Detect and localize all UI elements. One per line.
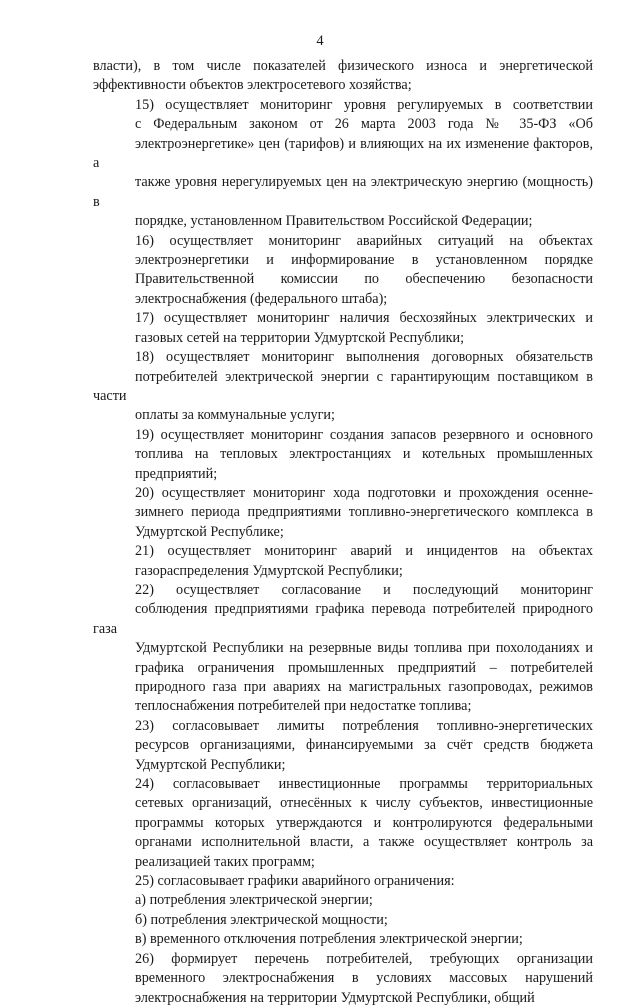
paragraph-p23 <box>93 717 593 775</box>
text-line: программы которых утверждаются и контролируются федеральными <box>135 814 593 831</box>
paragraph-p18 <box>93 348 593 426</box>
paragraph-p25c <box>93 930 593 949</box>
text-line: Удмуртской Республике; <box>135 523 284 540</box>
paragraph-p19 <box>93 426 593 484</box>
text-line: Удмуртской Республики на резервные виды топлива при похолоданиях и <box>135 640 593 657</box>
text-line: 26) формирует перечень потребителей, требующих организации <box>135 950 593 967</box>
paragraph-p26 <box>93 950 593 1008</box>
text-line: также уровня нерегулируемых цен на электрическую энергию (мощность) в <box>93 174 593 210</box>
text-line: Правительственной комиссии по обеспечению безопасности <box>135 271 593 288</box>
page-number: 4 <box>316 33 324 49</box>
text-line: электроснабжения на территории Удмуртской Республики, общий <box>135 989 535 1006</box>
text-line: 18) осуществляет мониторинг выполнения договорных обязательств <box>135 349 593 366</box>
text-line: потребителей электрической энергии с гарантирующим поставщиком в части <box>93 368 593 404</box>
text-line: 23) согласовывает лимиты потребления топливно-энергетических <box>135 717 593 734</box>
paragraph-p25b <box>93 911 593 930</box>
text-line: власти), в том числе показателей физического износа и энергетической <box>93 58 593 74</box>
text-line: оплаты за коммунальные услуги; <box>135 407 335 424</box>
paragraph-p25a <box>93 891 593 910</box>
text-line: 17) осуществляет мониторинг наличия бесхозяйных электрических и <box>135 310 593 327</box>
text-line: 20) осуществляет мониторинг хода подготовки и прохождения осенне- <box>135 484 593 501</box>
paragraph-p-cont <box>93 57 593 96</box>
text-line: органами исполнительной власти, а также осуществляет контроль за <box>135 834 593 851</box>
text-line: а) потребления электрической энергии; <box>135 892 373 909</box>
paragraph-p25 <box>93 872 593 891</box>
document-body <box>93 57 593 1008</box>
paragraph-p21 <box>93 542 593 581</box>
text-line: ресурсов организациями, финансируемыми за счёт средств бюджета <box>135 737 593 754</box>
text-line: газораспределения Удмуртской Республики; <box>135 562 403 579</box>
text-line: соблюдения предприятиями графика перевода потребителей природного газа <box>93 601 593 637</box>
text-line: 21) осуществляет мониторинг аварий и инцидентов на объектах <box>135 543 593 560</box>
text-line: реализацией таких программ; <box>135 853 315 870</box>
text-line: зимнего периода предприятиями топливно-энергетического комплекса в <box>135 504 593 521</box>
paragraph-p24 <box>93 775 593 872</box>
text-line: с Федеральным законом от 26 марта 2003 года № 35-ФЗ «Об <box>135 116 593 133</box>
paragraph-p20 <box>93 484 593 542</box>
paragraph-p16 <box>93 232 593 310</box>
text-line: сетевых организаций, отнесённых к числу субъектов, инвестиционные <box>135 795 593 812</box>
text-line: природного газа при авариях на магистральных газопроводах, режимов <box>135 679 593 695</box>
text-line: теплоснабжения потребителей при недостатке топлива; <box>135 698 472 715</box>
text-line: 25) согласовывает графики аварийного ограничения: <box>135 873 455 890</box>
text-line: эффективности объектов электросетевого хозяйства; <box>93 77 412 94</box>
text-line: газовых сетей на территории Удмуртской Республики; <box>135 329 465 346</box>
text-line: временного электроснабжения в условиях массовых нарушений <box>135 970 593 987</box>
text-line: топлива на тепловых электростанциях и котельных промышленных <box>135 446 593 463</box>
text-line: 22) осуществляет согласование и последующий мониторинг <box>135 581 593 598</box>
text-line: 15) осуществляет мониторинг уровня регулируемых в соответствии <box>135 96 593 113</box>
text-line: порядке, установленном Правительством Российской Федерации; <box>135 213 533 230</box>
paragraph-p15 <box>93 96 593 232</box>
text-line: графика ограничения промышленных предприятий – потребителей <box>135 659 593 676</box>
text-line: электроэнергетике» цен (тарифов) и влияющих на их изменение факторов, а <box>93 135 593 172</box>
text-line: 16) осуществляет мониторинг аварийных ситуаций на объектах <box>135 232 593 249</box>
paragraph-p17 <box>93 309 593 348</box>
text-line: б) потребления электрической мощности; <box>135 911 388 928</box>
text-line: 24) согласовывает инвестиционные программы территориальных <box>135 776 593 793</box>
paragraph-p22 <box>93 581 593 717</box>
text-line: Удмуртской Республики; <box>135 756 286 773</box>
text-line: электроэнергетики и информирование в установленном порядке <box>135 252 593 269</box>
text-line: предприятий; <box>135 465 218 482</box>
text-line: 19) осуществляет мониторинг создания запасов резервного и основного <box>135 426 593 443</box>
text-line: электроснабжения (федерального штаба); <box>135 290 388 307</box>
text-line: в) временного отключения потребления электрической энергии; <box>135 931 523 948</box>
